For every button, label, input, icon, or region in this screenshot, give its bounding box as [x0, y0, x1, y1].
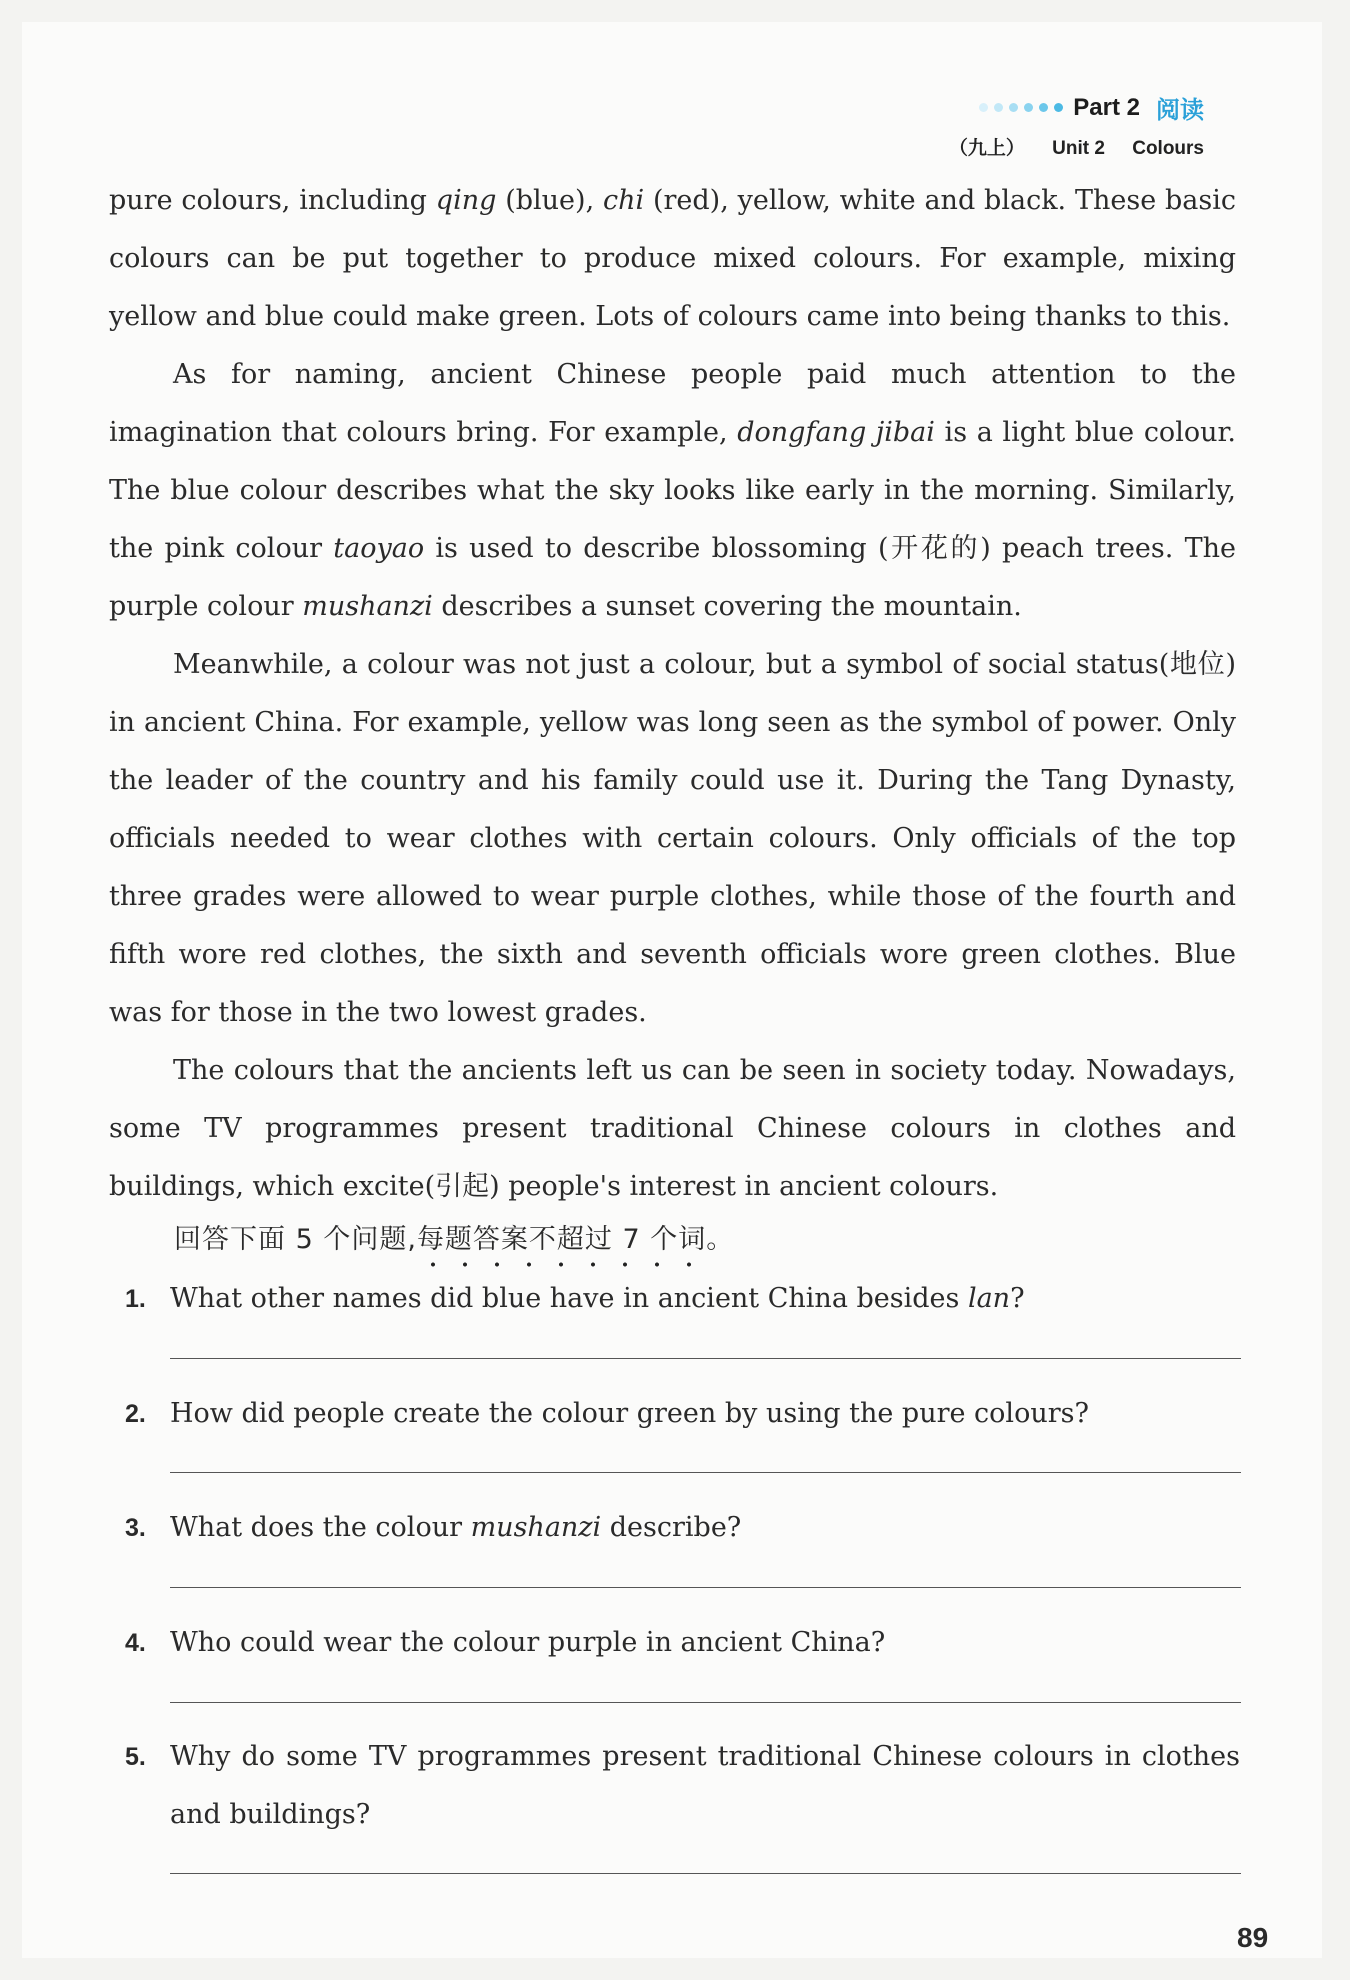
dot-icon: [1009, 103, 1018, 112]
question-text: Who could wear the colour purple in ancient China?: [170, 1627, 886, 1658]
reading-passage: [109, 172, 1236, 1216]
paragraph-4: The colours that the ancients left us can be seen in society today. Nowadays, some TV programmes present traditional Chinese colours in clothes and buildings, which excite(引起) people's interest in ancient colours.: [109, 1055, 1236, 1202]
term-taoyao: taoyao: [333, 533, 425, 564]
term-chi: chi: [602, 185, 645, 216]
answer-line-2[interactable]: [170, 1472, 1241, 1473]
question-number: 4.: [125, 1629, 146, 1657]
question-number: 1.: [125, 1285, 146, 1313]
question-number: 3.: [125, 1514, 146, 1542]
page-header: [927, 90, 1204, 160]
question-2: [125, 1385, 1240, 1443]
dot-icon: [1039, 103, 1048, 112]
answer-line-5[interactable]: [170, 1873, 1241, 1874]
emphasis-text: 每题答案不超过 7 个词: [416, 1224, 707, 1255]
question-text: What other names did blue have in ancient China besides lan?: [170, 1283, 1025, 1314]
part-label: Part 2: [1073, 93, 1140, 121]
question-number: 2.: [125, 1400, 146, 1428]
dot-icon: [979, 103, 988, 112]
question-instruction: 回答下面 5 个问题,每题答案不超过 7 个词。: [174, 1224, 735, 1255]
term-mushanzi: mushanzi: [302, 591, 433, 622]
decorative-dots: [979, 103, 1063, 112]
dot-icon: [1054, 103, 1063, 112]
part-tag: 阅读: [1156, 97, 1204, 124]
question-3: [125, 1499, 1240, 1557]
grade-label: （九上）: [948, 138, 1025, 159]
question-1: [125, 1270, 1240, 1328]
answer-line-1[interactable]: [170, 1358, 1241, 1359]
answer-line-3[interactable]: [170, 1587, 1241, 1588]
paragraph-1: pure colours, including qing (blue), chi (red), yellow, white and black. These basic colours can be put together to produce mixed colours. For example, mixing yellow and blue could make green. Lots of colours came into being thanks to this.: [109, 185, 1236, 332]
question-text: Why do some TV programmes present traditional Chinese colours in clothes and buildings?: [170, 1741, 1240, 1830]
page: [22, 22, 1322, 1958]
dot-icon: [1024, 103, 1033, 112]
question-number: 5.: [125, 1743, 146, 1771]
header-unit-row: [927, 133, 1204, 160]
question-text: How did people create the colour green by using the pure colours?: [170, 1398, 1089, 1429]
question-5: [125, 1728, 1240, 1830]
question-text: What does the colour mushanzi describe?: [170, 1512, 742, 1543]
answer-line-4[interactable]: [170, 1702, 1241, 1703]
term-qing: qing: [435, 185, 497, 216]
header-top-row: [927, 90, 1204, 125]
paragraph-2: As for naming, ancient Chinese people paid much attention to the imagination that colours bring. For example, dongfang jibai is a light blue colour. The blue colour describes what the sky looks like early in the morning. Similarly, the pink colour taoyao is used to describe blossoming (开花的) peach trees. The purple colour mushanzi describes a sunset covering the mountain.: [109, 359, 1236, 622]
page-number: 89: [1237, 1922, 1269, 1953]
paragraph-3: Meanwhile, a colour was not just a colour, but a symbol of social status(地位) in ancient China. For example, yellow was long seen as the symbol of power. Only the leader of the country and his family could use it. During the Tang Dynasty, officials needed to wear clothes with certain colours. Only officials of the top three grades were allowed to wear purple clothes, while those of the fourth and fifth wore red clothes, the sixth and seventh officials wore green clothes. Blue was for those in the two lowest grades.: [109, 649, 1236, 1028]
term-dongfang-jibai: dongfang jibai: [737, 417, 935, 448]
unit-title: Colours: [1132, 138, 1204, 159]
question-4: [125, 1614, 1240, 1672]
unit-label: Unit 2: [1052, 138, 1105, 159]
dot-icon: [994, 103, 1003, 112]
